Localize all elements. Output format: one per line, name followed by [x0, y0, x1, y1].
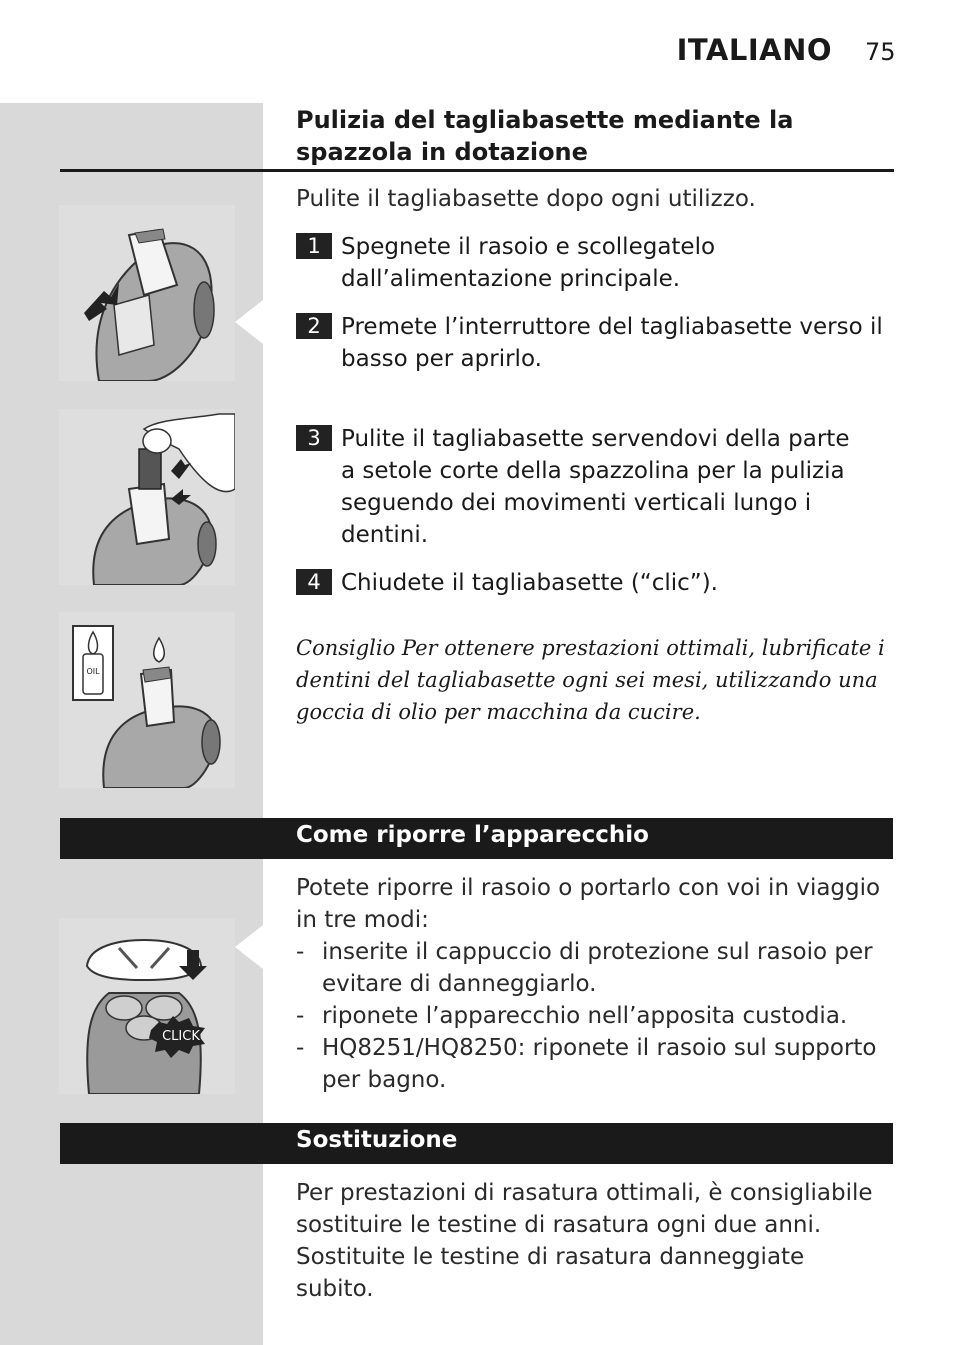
section-band-storage [60, 818, 893, 859]
language-header: ITALIANO [676, 33, 832, 67]
illustration-pointer [235, 300, 263, 344]
section-title-replacement: Sostituzione [296, 1127, 458, 1153]
list-item: - inserite il cappuccio di protezione sul rasoio per evitare di danneggiarlo. [296, 936, 896, 1000]
illustration-protection-cap [59, 918, 235, 1094]
step-4 [296, 567, 891, 599]
list-item: - HQ8251/HQ8250: riponete il rasoio sul supporto per bagno. [296, 1032, 896, 1096]
oil-label: OIL [86, 667, 100, 676]
click-label: CLICK [162, 1029, 200, 1044]
step-text: Spegnete il rasoio e scollegatelo dall’alimentazione principale. [341, 234, 716, 292]
page-number: 75 [865, 38, 896, 66]
tip-note: Consiglio Per ottenere prestazioni ottimali, lubrificate i dentini del tagliabasette ogni sei mesi, utilizzando una goccia di olio per macchina da cucire. [296, 636, 885, 724]
cleaning-intro: Pulite il tagliabasette dopo ogni utilizzo. [296, 186, 756, 212]
section-title-cleaning: Pulizia del tagliabasette mediante la spazzola in dotazione [296, 106, 794, 166]
step-number: 4 [296, 569, 332, 595]
step-number: 3 [296, 425, 332, 451]
step-text: Pulite il tagliabasette servendovi della parte a setole corte della spazzolina per la pulizia seguendo dei movimenti verticali lungo i dentini. [341, 426, 850, 548]
section-title-storage: Come riporre l’apparecchio [296, 822, 649, 848]
step-number: 1 [296, 233, 332, 259]
illustration-brush-cleaning [59, 409, 235, 585]
section-divider [60, 169, 894, 172]
storage-options-list [296, 936, 896, 1096]
step-3 [296, 423, 861, 551]
step-2 [296, 311, 891, 375]
step-text: Chiudete il tagliabasette (“clic”). [341, 570, 718, 596]
step-number: 2 [296, 313, 332, 339]
step-1 [296, 231, 891, 295]
storage-intro: Potete riporre il rasoio o portarlo con voi in viaggio in tre modi: [296, 875, 881, 933]
illustration-open-trimmer [59, 205, 235, 381]
replacement-text: Per prestazioni di rasatura ottimali, è consigliabile sostituire le testine di rasatura ogni due anni. Sostituite le testine di rasatura danneggiate subito. [296, 1180, 873, 1302]
illustration-oil-lubricate [59, 612, 235, 788]
illustration-pointer [235, 925, 263, 969]
list-item: - riponete l’apparecchio nell’apposita custodia. [296, 1000, 896, 1032]
section-band-replacement [60, 1123, 893, 1164]
step-text: Premete l’interruttore del tagliabasette verso il basso per aprirlo. [341, 314, 883, 372]
